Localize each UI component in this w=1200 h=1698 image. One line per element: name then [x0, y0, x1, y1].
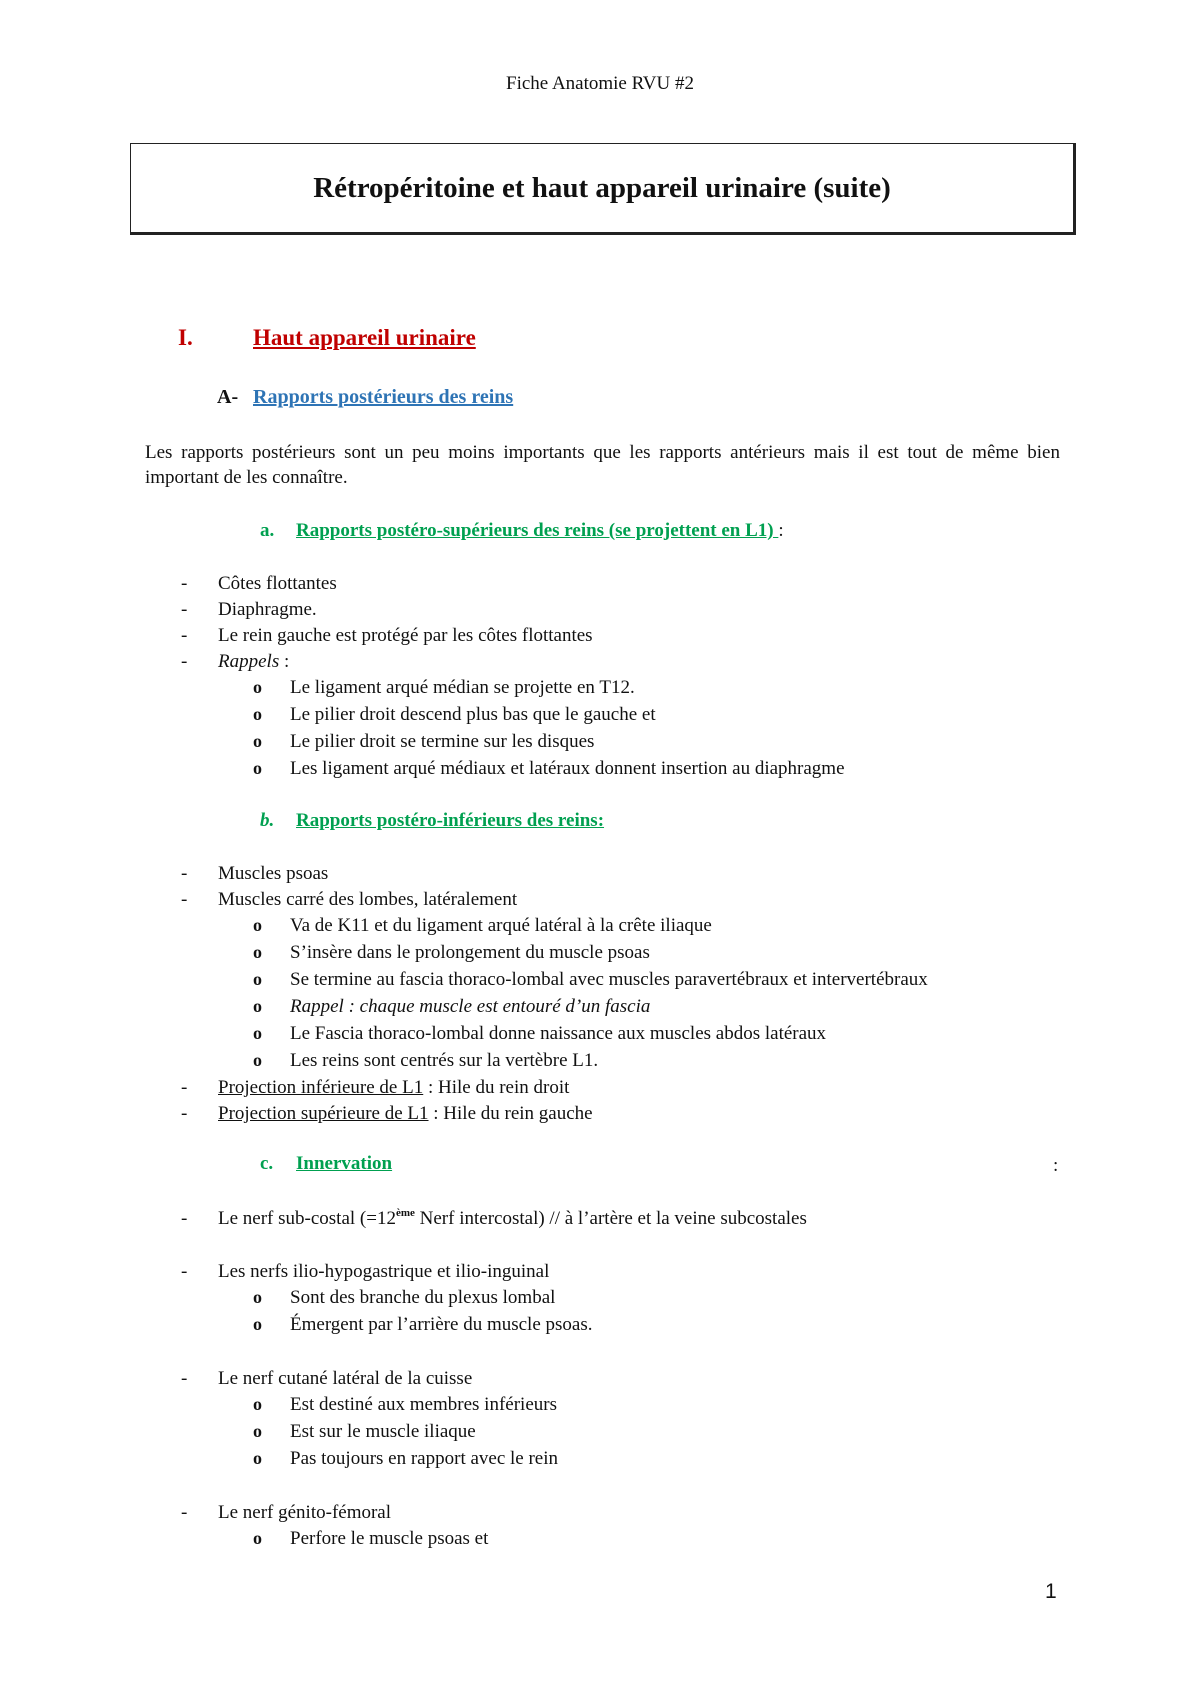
dash: -: [181, 863, 188, 884]
sub-list-item: Pas toujours en rapport avec le rein: [290, 1448, 559, 1469]
rappels-label: Rappels: [218, 651, 280, 672]
nerf1-post: Nerf intercostal) // à l’artère et la veine subcostales: [414, 1208, 807, 1229]
heading-c-suffix: :: [1053, 1155, 1059, 1176]
heading-a: [296, 520, 784, 542]
document-title: Rétropéritoine et haut appareil urinaire (suite): [313, 171, 891, 204]
section-number: I.: [178, 325, 193, 350]
heading-a-title: Rapports postéro-supérieurs des reins (se projettent en L1): [296, 520, 779, 541]
list-item: Diaphragme.: [218, 599, 317, 620]
bullet: o: [253, 1421, 262, 1441]
bullet: o: [253, 915, 262, 935]
subsection-title: Rapports postérieurs des reins: [253, 386, 514, 408]
section-title: Haut appareil urinaire: [253, 325, 476, 350]
heading-a-suffix: :: [778, 520, 784, 541]
dash: -: [181, 625, 188, 646]
sub-list-item: Les reins sont centrés sur la vertèbre L1.: [290, 1050, 599, 1071]
dash: -: [181, 1077, 188, 1098]
dash: -: [181, 1368, 188, 1389]
bullet: o: [253, 731, 262, 751]
dash: -: [181, 1208, 188, 1229]
proj-sup-text: : Hile du rein gauche: [428, 1103, 593, 1124]
sub-list-item: Le Fascia thoraco-lombal donne naissance aux muscles abdos latéraux: [290, 1023, 827, 1044]
bullet: o: [253, 1448, 262, 1468]
bullet: o: [253, 758, 262, 778]
list-item: Les nerfs ilio-hypogastrique et ilio-inguinal: [218, 1261, 550, 1282]
bullet: o: [253, 1023, 262, 1043]
list-item-proj-inf: [218, 1075, 569, 1100]
sub-list-item: Est destiné aux membres inférieurs: [290, 1394, 557, 1415]
list-item: Côtes flottantes: [218, 573, 337, 594]
heading-c-title: Innervation: [296, 1153, 393, 1174]
bullet: o: [253, 704, 262, 724]
dash: -: [181, 573, 188, 594]
proj-inf-text: : Hile du rein droit: [423, 1077, 570, 1098]
sub-list-item: Le pilier droit se termine sur les disques: [290, 731, 595, 752]
dash: -: [181, 1502, 188, 1523]
list-item-rappels: [218, 649, 289, 674]
bullet: o: [253, 942, 262, 962]
nerf1-sup: ème: [395, 1207, 415, 1219]
page-number: 1: [1045, 1580, 1057, 1603]
proj-inf-label: Projection inférieure de L1: [218, 1077, 424, 1098]
sub-list-item: Rappel : chaque muscle est entouré d’un fascia: [290, 996, 651, 1017]
heading-b-title: Rapports postéro-inférieurs des reins:: [296, 810, 605, 831]
page-header: Fiche Anatomie RVU #2: [506, 73, 694, 94]
list-item-proj-sup: [218, 1101, 593, 1126]
sub-list-item: Le ligament arqué médian se projette en T12.: [290, 677, 635, 698]
dash: -: [181, 651, 188, 672]
bullet: o: [253, 1394, 262, 1414]
bullet: o: [253, 677, 262, 697]
sub-list-item: Est sur le muscle iliaque: [290, 1421, 476, 1442]
list-item: Muscles carré des lombes, latéralement: [218, 889, 518, 910]
list-item-nerf-subcostal: [218, 1206, 807, 1231]
sub-list-item: Les ligament arqué médiaux et latéraux donnent insertion au diaphragme: [290, 758, 845, 779]
bullet: o: [253, 969, 262, 989]
rappels-suffix: :: [279, 651, 290, 672]
dash: -: [181, 889, 188, 910]
list-item: Muscles psoas: [218, 863, 329, 884]
bullet: o: [253, 1528, 262, 1548]
list-item: Le nerf génito-fémoral: [218, 1502, 392, 1523]
bullet: o: [253, 996, 262, 1016]
heading-a-letter: a.: [260, 520, 275, 541]
intro-paragraph: Les rapports postérieurs sont un peu moins importants que les rapports antérieurs mais il est tout de même bien important de les connaître.: [145, 442, 1060, 488]
bullet: o: [253, 1314, 262, 1334]
subsection-letter: A-: [217, 386, 239, 408]
sub-list-item: Émergent par l’arrière du muscle psoas.: [290, 1314, 593, 1335]
nerf1-pre: Le nerf sub-costal (=12: [218, 1208, 396, 1229]
sub-list-item: Perfore le muscle psoas et: [290, 1528, 489, 1549]
dash: -: [181, 1261, 188, 1282]
sub-list-item: Va de K11 et du ligament arqué latéral à la crête iliaque: [290, 915, 712, 936]
list-item: Le rein gauche est protégé par les côtes flottantes: [218, 625, 593, 646]
bullet: o: [253, 1050, 262, 1070]
sub-list-item: Le pilier droit descend plus bas que le gauche et: [290, 704, 656, 725]
bullet: o: [253, 1287, 262, 1307]
sub-list-item: Se termine au fascia thoraco-lombal avec muscles paravertébraux et intervertébraux: [290, 969, 928, 990]
sub-list-item: S’insère dans le prolongement du muscle psoas: [290, 942, 650, 963]
title-box: [130, 143, 1076, 235]
list-item: Le nerf cutané latéral de la cuisse: [218, 1368, 473, 1389]
dash: -: [181, 1103, 188, 1124]
heading-c-letter: c.: [260, 1153, 274, 1174]
sub-list-item: Sont des branche du plexus lombal: [290, 1287, 556, 1308]
heading-b-letter: b.: [260, 810, 275, 831]
dash: -: [181, 599, 188, 620]
proj-sup-label: Projection supérieure de L1: [218, 1103, 429, 1124]
